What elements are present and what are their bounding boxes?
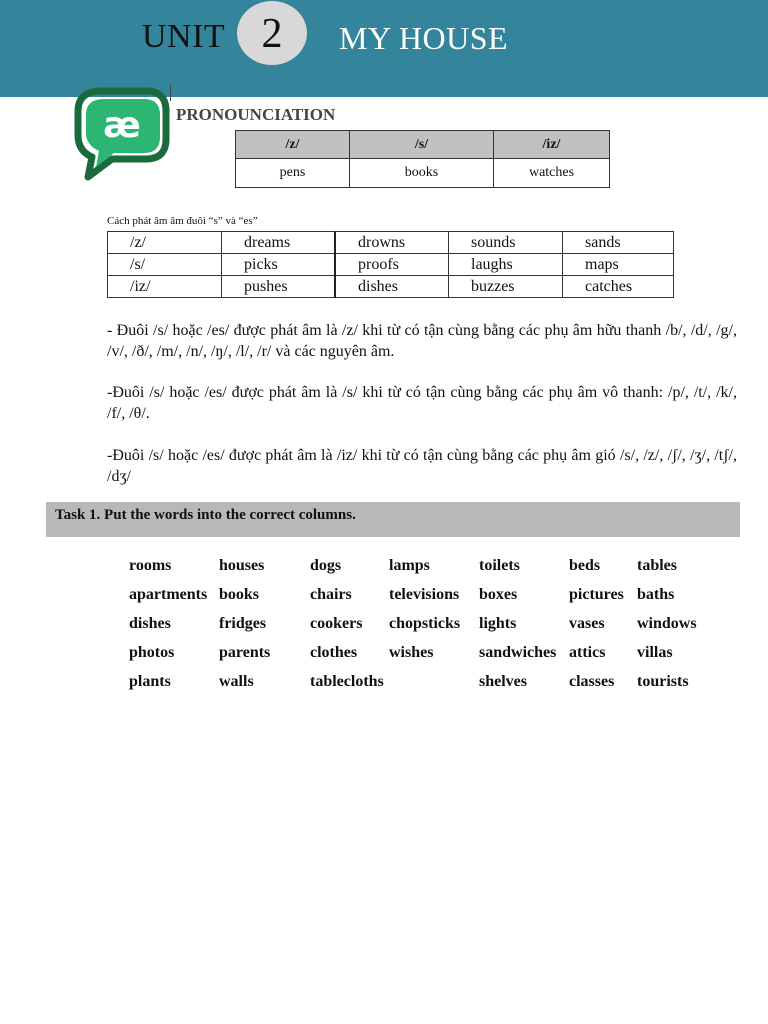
word-item: classes [569,673,615,690]
word-item: lamps [389,557,430,574]
word-item: attics [569,644,606,661]
word-item: pictures [569,586,624,603]
word-item: books [219,586,260,603]
unit-title: MY HOUSE [339,20,509,56]
table-cell: /s/ [108,254,222,276]
table-row [108,232,674,254]
table-cell: dishes [335,276,449,298]
table-cell: buzzes [449,276,563,298]
word-item: windows [637,615,697,632]
word-item: photos [129,644,175,661]
pronunciation-title: PRONOUNCIATION [176,105,336,124]
table-cell: proofs [335,254,449,276]
word-item: plants [129,673,171,690]
word-item: wishes [389,644,434,661]
table-cell: sands [563,232,674,254]
rule-s: -Đuôi /s/ hoặc /es/ được phát âm là /s/ khi từ có tận cùng bằng các phụ âm vô thanh: /p/, /t/, /k/, /f/, /θ/. [107,384,737,422]
table-cell: catches [563,276,674,298]
task1-banner [46,502,740,537]
word-item: houses [219,557,265,574]
word-item: shelves [479,673,527,690]
unit-number-badge: 2 [237,1,307,65]
table-cell: /iz/ [108,276,222,298]
table-cell: sounds [449,232,563,254]
table-cell: picks [222,254,336,276]
word-item: dogs [310,557,342,574]
word-item: cookers [310,615,363,632]
word-item: lights [479,615,517,632]
table-cell: pens [236,159,350,188]
word-item: tables [637,557,677,574]
table-cell: laughs [449,254,563,276]
task1-title: Task 1. Put the words into the correct columns. [55,507,356,523]
table-cell: watches [494,159,610,188]
word-item: baths [637,586,675,603]
table-cell: maps [563,254,674,276]
speech-bubble-icon [72,85,172,181]
table-header-cell: /z/ [236,131,350,159]
word-item: vases [569,615,605,632]
table-cell: dreams [222,232,336,254]
table-row [108,254,674,276]
table-cell: books [350,159,494,188]
word-item: televisions [389,586,460,603]
word-item: villas [637,644,673,661]
word-item: rooms [129,557,172,574]
word-item: tablecloths [310,673,384,690]
word-item: beds [569,557,601,574]
ae-glyph: æ [103,105,141,146]
word-item: toilets [479,557,520,574]
word-item: boxes [479,586,518,603]
word-item: tourists [637,673,689,690]
rule-z: - Đuôi /s/ hoặc /es/ được phát âm là /z/ khi từ có tận cùng bằng các phụ âm hữu thanh /b/, /d/, /g/, /v/, /ð/, /m/, /n/, /ŋ/, /l/, /r/ và các nguyên âm. [107,322,737,360]
pronunciation-table [235,130,610,188]
word-item: apartments [129,586,208,603]
word-item: dishes [129,615,171,632]
table-header-row [236,131,610,159]
word-item: clothes [310,644,358,661]
word-item: parents [219,644,271,661]
word-item: chopsticks [389,615,461,632]
table-row [108,276,674,298]
rule-iz: -Đuôi /s/ hoặc /es/ được phát âm là /iz/ khi từ có tận cùng bằng các phụ âm gió /s/, /z/, /ʃ/, /ʒ/, /tʃ/, /dʒ/ [107,447,737,485]
unit-header [0,0,768,97]
word-item: sandwiches [479,644,557,661]
table-cell: drowns [335,232,449,254]
table-row [236,159,610,188]
unit-label: UNIT [142,18,226,55]
endings-caption: Cách phát âm âm đuôi “s” và “es” [107,215,258,227]
endings-table [107,231,674,298]
word-item: fridges [219,615,267,632]
table-header-cell: /iz/ [494,131,610,159]
table-cell: pushes [222,276,336,298]
word-item: chairs [310,586,352,603]
table-header-cell: /s/ [350,131,494,159]
word-item: walls [219,673,254,690]
table-cell: /z/ [108,232,222,254]
